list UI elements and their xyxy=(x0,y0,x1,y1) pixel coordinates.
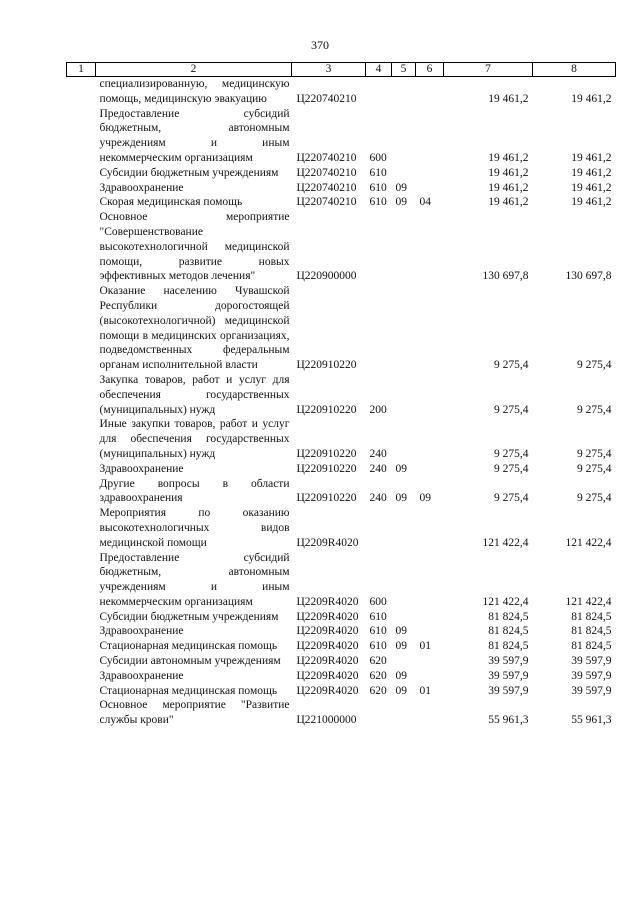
table-row xyxy=(67,373,616,417)
table-row xyxy=(67,477,616,507)
table-body xyxy=(67,77,616,729)
table-row xyxy=(67,107,616,166)
budget-table xyxy=(66,62,616,728)
cell-empty xyxy=(67,610,96,625)
cell-pr xyxy=(416,669,444,684)
cell-code: Ц2209R4020 xyxy=(296,536,359,549)
cell-empty xyxy=(67,373,96,417)
cell-code: Ц220910220 xyxy=(296,359,357,372)
cell-sum1: 19 461,2 xyxy=(488,181,529,194)
cell-name: Закупка товаров, работ и услуг для обеспечения государственных (муниципальных) нужд xyxy=(99,373,290,416)
cell-rz: 09 xyxy=(395,684,407,697)
cell-empty xyxy=(67,684,96,699)
cell-code: Ц221000000 xyxy=(296,714,357,727)
cell-vr xyxy=(366,77,392,107)
cell-pr xyxy=(416,373,444,417)
cell-pr xyxy=(416,506,444,550)
cell-empty xyxy=(67,284,96,373)
column-header: 4 xyxy=(366,63,392,77)
cell-empty xyxy=(67,506,96,550)
cell-sum1: 9 275,4 xyxy=(494,462,529,475)
cell-rz: 09 xyxy=(395,625,407,638)
cell-sum2: 9 275,4 xyxy=(577,447,612,460)
cell-empty xyxy=(67,624,96,639)
table-row xyxy=(67,654,616,669)
cell-pr xyxy=(416,462,444,477)
table-row xyxy=(67,210,616,284)
cell-empty xyxy=(67,477,96,507)
cell-pr xyxy=(416,181,444,196)
page-number: 370 xyxy=(311,38,329,52)
cell-sum2: 81 824,5 xyxy=(571,625,612,638)
table-row xyxy=(67,551,616,610)
cell-pr: 01 xyxy=(419,640,431,653)
cell-name: Иные закупки товаров, работ и услуг для обеспечения государственных (муниципальных) нужд xyxy=(99,418,290,460)
cell-rz xyxy=(392,107,416,166)
cell-empty xyxy=(67,195,96,210)
cell-name: Стационарная медицинская помощь xyxy=(99,684,278,697)
cell-name: Субсидии бюджетным учреждениям xyxy=(99,166,279,179)
cell-sum2: 39 597,9 xyxy=(571,684,612,697)
cell-vr: 610 xyxy=(369,640,387,653)
cell-empty xyxy=(67,462,96,477)
column-header: 2 xyxy=(96,63,292,77)
cell-sum1: 81 824,5 xyxy=(488,625,529,638)
cell-sum1: 121 422,4 xyxy=(482,595,529,608)
table-row xyxy=(67,684,616,699)
cell-rz xyxy=(392,373,416,417)
cell-rz xyxy=(392,654,416,669)
cell-code: Ц220740210 xyxy=(296,196,357,209)
cell-code: Ц220740210 xyxy=(296,92,357,105)
cell-sum1: 39 597,9 xyxy=(488,655,529,668)
cell-rz xyxy=(392,284,416,373)
cell-code: Ц220910220 xyxy=(296,462,357,475)
column-header: 6 xyxy=(416,63,444,77)
cell-pr xyxy=(416,417,444,461)
table-row xyxy=(67,462,616,477)
table-row xyxy=(67,669,616,684)
cell-rz xyxy=(392,166,416,181)
cell-vr xyxy=(366,506,392,550)
table-row xyxy=(67,195,616,210)
cell-sum2: 39 597,9 xyxy=(571,655,612,668)
cell-pr xyxy=(416,624,444,639)
cell-empty xyxy=(67,77,96,107)
cell-name: Другие вопросы в области здравоохранения xyxy=(99,477,290,505)
cell-sum2: 121 422,4 xyxy=(565,595,612,608)
table-row xyxy=(67,610,616,625)
cell-code: Ц220740210 xyxy=(296,166,357,179)
cell-empty xyxy=(67,166,96,181)
cell-sum2: 130 697,8 xyxy=(565,270,612,283)
cell-pr xyxy=(416,210,444,284)
cell-code: Ц220910220 xyxy=(296,492,357,505)
cell-rz xyxy=(392,610,416,625)
cell-vr xyxy=(366,210,392,284)
cell-sum1: 19 461,2 xyxy=(488,166,529,179)
cell-sum1: 9 275,4 xyxy=(494,403,529,416)
cell-name: Мероприятия по оказанию высокотехнологичных видов медицинской помощи xyxy=(99,507,290,549)
cell-sum2: 55 961,3 xyxy=(571,714,612,727)
table-row xyxy=(67,639,616,654)
cell-sum1: 19 461,2 xyxy=(488,92,529,105)
cell-name: Здравоохранение xyxy=(99,625,184,638)
cell-code: Ц2209R4020 xyxy=(296,684,359,697)
table-row xyxy=(67,506,616,550)
cell-empty xyxy=(67,639,96,654)
cell-sum1: 9 275,4 xyxy=(494,447,529,460)
cell-rz: 09 xyxy=(395,196,407,209)
cell-pr: 01 xyxy=(419,684,431,697)
cell-vr: 240 xyxy=(369,462,387,475)
cell-rz xyxy=(392,506,416,550)
cell-rz xyxy=(392,210,416,284)
cell-pr xyxy=(416,77,444,107)
cell-vr: 620 xyxy=(369,655,387,668)
cell-code: Ц2209R4020 xyxy=(296,640,359,653)
cell-sum2: 81 824,5 xyxy=(571,640,612,653)
cell-sum1: 39 597,9 xyxy=(488,684,529,697)
cell-code: Ц2209R4020 xyxy=(296,610,359,623)
cell-sum2: 9 275,4 xyxy=(577,492,612,505)
cell-name: Скорая медицинская помощь xyxy=(99,196,243,209)
cell-code: Ц2209R4020 xyxy=(296,625,359,638)
cell-sum1: 39 597,9 xyxy=(488,669,529,682)
cell-pr xyxy=(416,107,444,166)
cell-name: Субсидии бюджетным учреждениям xyxy=(99,610,279,623)
table-row xyxy=(67,417,616,461)
cell-vr: 240 xyxy=(369,447,387,460)
cell-sum1: 19 461,2 xyxy=(488,196,529,209)
column-header: 5 xyxy=(392,63,416,77)
cell-empty xyxy=(67,669,96,684)
cell-pr xyxy=(416,654,444,669)
cell-rz: 09 xyxy=(395,669,407,682)
column-header: 8 xyxy=(533,63,616,77)
table-row xyxy=(67,181,616,196)
cell-sum2: 19 461,2 xyxy=(571,92,612,105)
cell-sum1: 9 275,4 xyxy=(494,492,529,505)
cell-sum2: 39 597,9 xyxy=(571,669,612,682)
cell-rz xyxy=(392,77,416,107)
cell-empty xyxy=(67,654,96,669)
cell-name: Здравоохранение xyxy=(99,462,184,475)
cell-rz xyxy=(392,551,416,610)
cell-sum2: 9 275,4 xyxy=(577,403,612,416)
cell-empty xyxy=(67,551,96,610)
cell-sum2: 9 275,4 xyxy=(577,462,612,475)
cell-sum2: 19 461,2 xyxy=(571,196,612,209)
cell-pr xyxy=(416,166,444,181)
cell-sum2: 19 461,2 xyxy=(571,166,612,179)
cell-code: Ц2209R4020 xyxy=(296,669,359,682)
cell-sum1: 81 824,5 xyxy=(488,640,529,653)
cell-vr: 610 xyxy=(369,196,387,209)
cell-rz: 09 xyxy=(395,462,407,475)
table-row xyxy=(67,284,616,373)
cell-vr: 610 xyxy=(369,166,387,179)
cell-sum1: 9 275,4 xyxy=(494,359,529,372)
cell-pr: 09 xyxy=(419,492,431,505)
cell-vr: 600 xyxy=(369,595,387,608)
cell-sum2: 121 422,4 xyxy=(565,536,612,549)
cell-code: Ц220740210 xyxy=(296,181,357,194)
column-header: 7 xyxy=(444,63,533,77)
cell-name: Основное мероприятие "Развитие службы крови" xyxy=(99,699,290,727)
cell-name: Основное мероприятие "Совершенствование высокотехнологичной медицинской помощи, развитие новых эффективных методов лечения" xyxy=(99,211,290,283)
cell-code: Ц220910220 xyxy=(296,403,357,416)
cell-sum2: 81 824,5 xyxy=(571,610,612,623)
cell-vr: 610 xyxy=(369,181,387,194)
column-header: 1 xyxy=(67,63,96,77)
cell-name: специализированную, медицинскую помощь, медицинскую эвакуацию xyxy=(99,78,290,105)
table-row xyxy=(67,77,616,107)
cell-name: Стационарная медицинская помощь xyxy=(99,640,278,653)
cell-code: Ц2209R4020 xyxy=(296,595,359,608)
table-row xyxy=(67,166,616,181)
cell-vr xyxy=(366,284,392,373)
cell-code: Ц220740210 xyxy=(296,151,357,164)
cell-name: Субсидии автономным учреждениям xyxy=(99,655,281,668)
table-row xyxy=(67,624,616,639)
cell-rz: 09 xyxy=(395,640,407,653)
cell-code: Ц220910220 xyxy=(296,447,357,460)
cell-sum2: 19 461,2 xyxy=(571,181,612,194)
cell-name: Предоставление субсидий бюджетным, автономным учреждениям и иным некоммерческим организациям xyxy=(99,107,290,164)
cell-rz xyxy=(392,698,416,728)
cell-pr xyxy=(416,551,444,610)
cell-vr xyxy=(366,698,392,728)
cell-pr xyxy=(416,284,444,373)
cell-code: Ц2209R4020 xyxy=(296,655,359,668)
cell-vr: 620 xyxy=(369,669,387,682)
cell-pr: 04 xyxy=(419,196,431,209)
column-header: 3 xyxy=(292,63,366,77)
cell-sum1: 55 961,3 xyxy=(488,714,529,727)
cell-sum1: 19 461,2 xyxy=(488,151,529,164)
table-header-row xyxy=(67,63,616,77)
cell-rz: 09 xyxy=(395,181,407,194)
cell-vr: 200 xyxy=(369,403,387,416)
cell-name: Оказание населению Чувашской Республики дорогостоящей (высокотехнологичной) медицинской помощи в медицинских организациях, подведомственных федеральным органам исполнительной власти xyxy=(99,285,290,372)
cell-vr: 240 xyxy=(369,492,387,505)
cell-vr: 620 xyxy=(369,684,387,697)
cell-empty xyxy=(67,698,96,728)
cell-pr xyxy=(416,610,444,625)
cell-name: Здравоохранение xyxy=(99,669,184,682)
cell-empty xyxy=(67,107,96,166)
cell-name: Предоставление субсидий бюджетным, автономным учреждениям и иным некоммерческим организациям xyxy=(99,551,290,608)
cell-empty xyxy=(67,210,96,284)
cell-sum1: 81 824,5 xyxy=(488,610,529,623)
cell-sum1: 130 697,8 xyxy=(482,270,529,283)
cell-sum2: 9 275,4 xyxy=(577,359,612,372)
cell-sum2: 19 461,2 xyxy=(571,151,612,164)
cell-name: Здравоохранение xyxy=(99,181,184,194)
cell-rz: 09 xyxy=(395,492,407,505)
cell-pr xyxy=(416,698,444,728)
table-row xyxy=(67,698,616,728)
cell-vr: 610 xyxy=(369,610,387,623)
cell-vr: 610 xyxy=(369,625,387,638)
cell-empty xyxy=(67,417,96,461)
cell-empty xyxy=(67,181,96,196)
cell-rz xyxy=(392,417,416,461)
cell-code: Ц220900000 xyxy=(296,270,357,283)
cell-sum1: 121 422,4 xyxy=(482,536,529,549)
cell-vr: 600 xyxy=(369,151,387,164)
